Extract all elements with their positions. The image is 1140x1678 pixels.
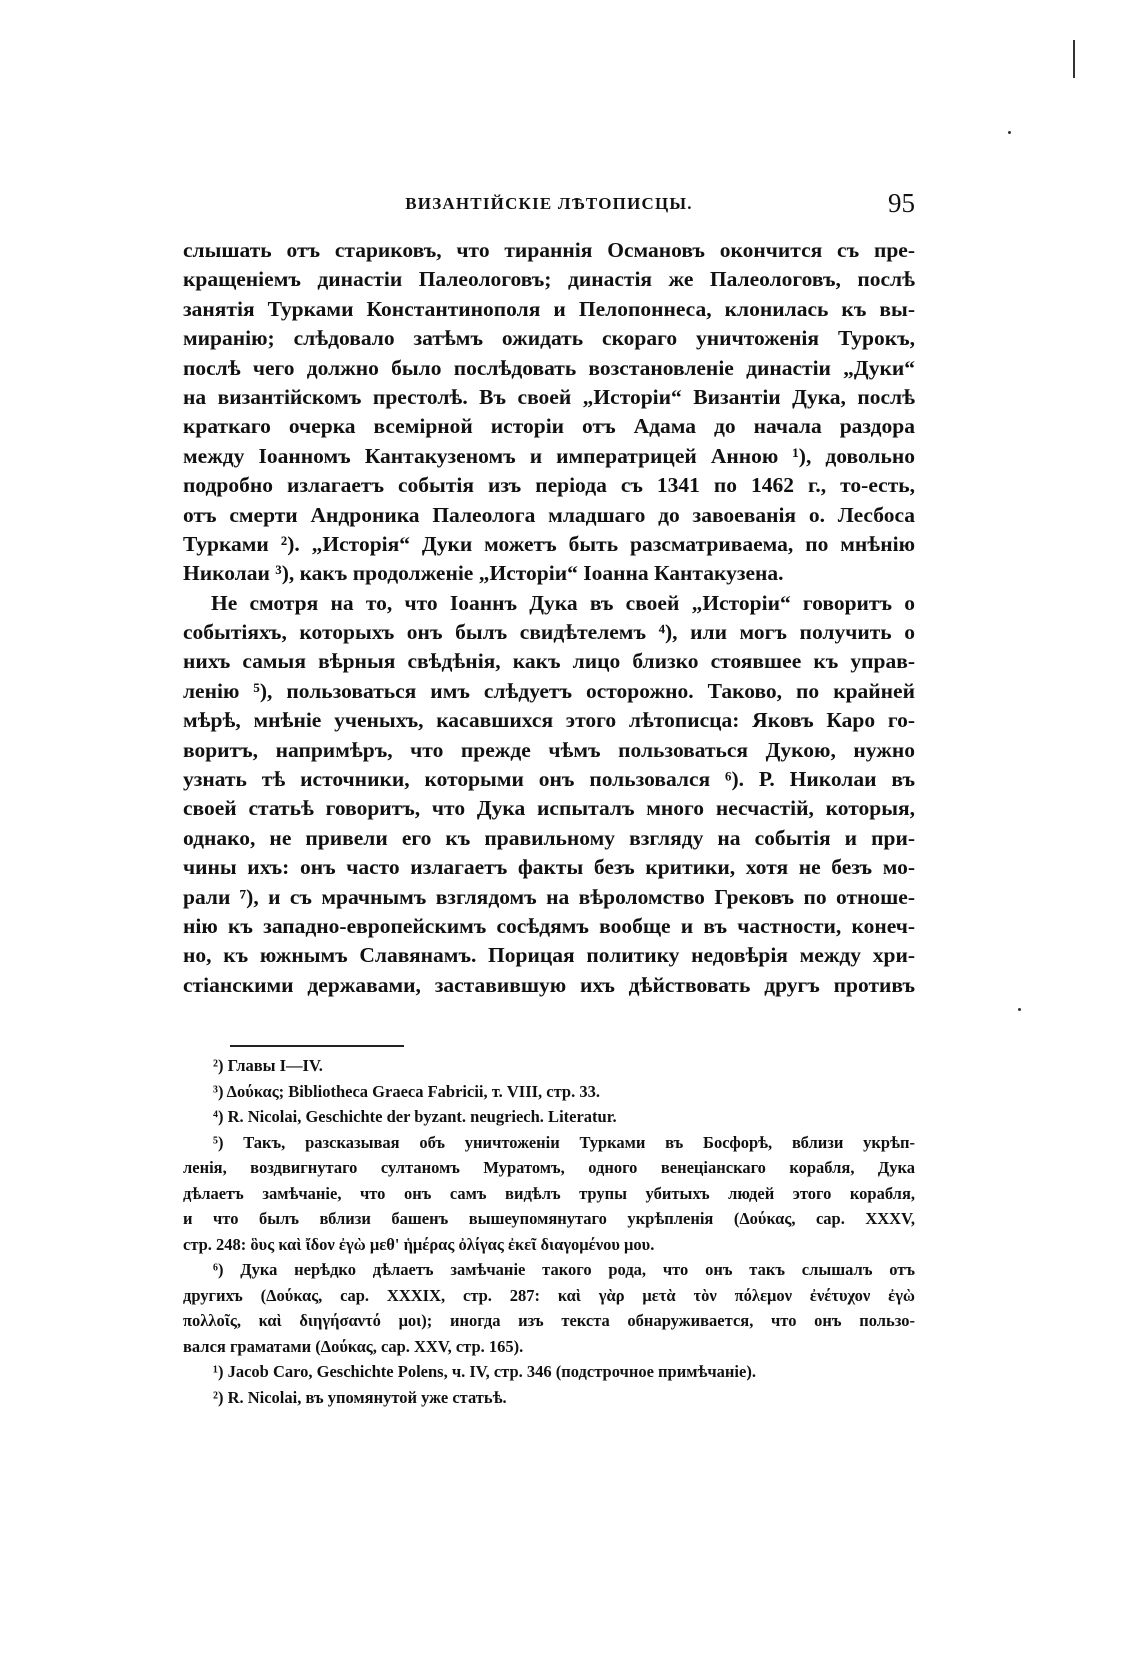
body-line: ленiю ⁵), пользоваться имъ слѣдуетъ осторожно. Таково, по крайней [183,678,915,703]
footnote-line: вался граматами (Δούκας, cap. XXV, стр. 165). [183,1336,524,1356]
body-line: Не смотря на то, что Iоаннъ Дука въ своей „Исторiи“ говоритъ о [211,590,915,615]
body-line: Турками ²). „Исторiя“ Дуки можетъ быть разсматриваема, по мнѣнiю [183,531,915,556]
body-line: послѣ чего должно было послѣдовать возстановленiе династiи „Дуки“ [183,355,915,380]
body-line: миранiю; слѣдовало затѣмъ ожидать скораго уничтоженiя Турокъ, [183,326,915,351]
body-line: рали ⁷), и съ мрачнымъ взглядомъ на вѣроломство Грековъ по отноше- [183,884,915,909]
body-line: нихъ самыя вѣрныя свѣдѣнiя, какъ лицо близко стоявшее къ управ- [183,649,915,674]
body-line: воритъ, напримѣръ, что прежде чѣмъ пользоваться Дукою, нужно [183,737,915,762]
body-line: подробно излагаетъ событiя изъ перiода съ 1341 по 1462 г., то-есть, [183,473,915,498]
body-line: слышать отъ стариковъ, что тираннiя Османовъ окончится съ пре- [183,238,915,262]
body-line: мѣрѣ, мнѣнiе ученыхъ, касавшихся этого лѣтописца: Яковъ Каро го- [183,708,915,733]
body-line: но, къ южнымъ Славянамъ. Порицая политику недовѣрiя между хри- [183,943,915,968]
body-line: однако, не привели его къ правильному взгляду на событiя и при- [183,825,915,850]
body-line: на византiйскомъ престолѣ. Въ своей „Исторiи“ Византiи Дука, послѣ [183,384,915,409]
footnote-line: другихъ (Δούκας, cap. XXXIX, стр. 287: καὶ γὰρ μετὰ τὸν πόλεμον ἐνέτυχον ἐγὼ [183,1285,915,1305]
footnote-line: стр. 248: ὃυς καὶ ἴδον ἐγὼ μεθ' ἡμέρας ὀλίγας ἐκεῖ διαγομένου μου. [183,1234,655,1254]
body-line: отъ смерти Андроника Палеолога младшаго до завоеванiя о. Лесбоса [183,502,915,527]
body-line: нiю къ западно-европейскимъ сосѣдямъ вообще и въ частности, конеч- [183,913,915,938]
body-line: чины ихъ: онъ часто излагаетъ факты безъ критики, хотя не безъ мо- [183,855,915,880]
footnote-line: ⁶) Дука нерѣдко дѣлаетъ замѣчанiе такого рода, что онъ такъ слышалъ отъ [213,1260,915,1279]
running-title: ВИЗАНТIЙСКIЕ ЛѢТОПИСЦЫ. [405,194,693,213]
footnote-line: и что былъ вблизи башенъ вышеупомянутаго укрѣпленiя (Δούκας, cap. XXXV, [183,1209,915,1228]
page-header [183,188,915,224]
footnote-line: ²) Главы I—IV. [213,1056,323,1075]
footnotes [183,1053,915,1410]
page-number: 95 [888,188,915,218]
margin-mark [1073,40,1075,78]
body-line: краткаго очерка всемiрной исторiи отъ Адама до начала раздора [183,414,915,439]
footnote-line: πολλοῖς, καὶ διηγήσαντό μοι); иногда изъ текста обнаруживается, что онъ пользо- [183,1311,915,1330]
footnote-line: ³) Δούκας; Bibliotheca Graeca Fabricii, т. VIII, стр. 33. [213,1081,600,1101]
body-line: стiанскими державами, заставившую ихъ дѣйствовать другъ противъ [183,972,915,997]
footnote-rule [230,1045,404,1047]
footnote-line: ¹) Jacob Caro, Geschichte Polens, ч. IV, стр. 346 (подстрочное примѣчанiе). [213,1362,756,1381]
body-text [183,236,915,1000]
body-line: кращенiемъ династiи Палеологовъ; династiя же Палеологовъ, послѣ [183,267,915,292]
body-line: узнать тѣ источники, которыми онъ пользовался ⁶). Р. Николаи въ [183,767,915,792]
ink-speck [1008,131,1011,134]
footnote-line: ⁴) R. Nicolai, Geschichte der byzant. neugriech. Literatur. [213,1107,617,1126]
body-line: Николаи ³), какъ продолженiе „Исторiи“ Iоанна Кантакузена. [183,561,784,586]
footnote-line: ленiя, воздвигнутаго султаномъ Муратомъ, одного венецiанскаго корабля, Дука [183,1158,915,1177]
body-line: своей статьѣ говоритъ, что Дука испыталъ много несчастiй, которыя, [183,796,915,821]
body-line: между Iоанномъ Кантакузеномъ и императрицей Анною ¹), довольно [183,443,915,468]
footnote-line: ⁵) Такъ, разсказывая объ уничтоженiи Турками въ Босфорѣ, вблизи укрѣп- [213,1132,915,1152]
body-line: занятiя Турками Константинополя и Пелопоннеса, клонилась къ вы- [183,296,915,321]
ink-speck [1018,1008,1021,1011]
footnote-line: ²) R. Nicolai, въ упомянутой уже статьѣ. [213,1387,507,1407]
footnote-line: дѣлаетъ замѣчанiе, что онъ самъ видѣлъ трупы убитыхъ людей этого корабля, [183,1183,915,1203]
body-line: событiяхъ, которыхъ онъ былъ свидѣтелемъ ⁴), или могъ получить о [183,620,915,645]
